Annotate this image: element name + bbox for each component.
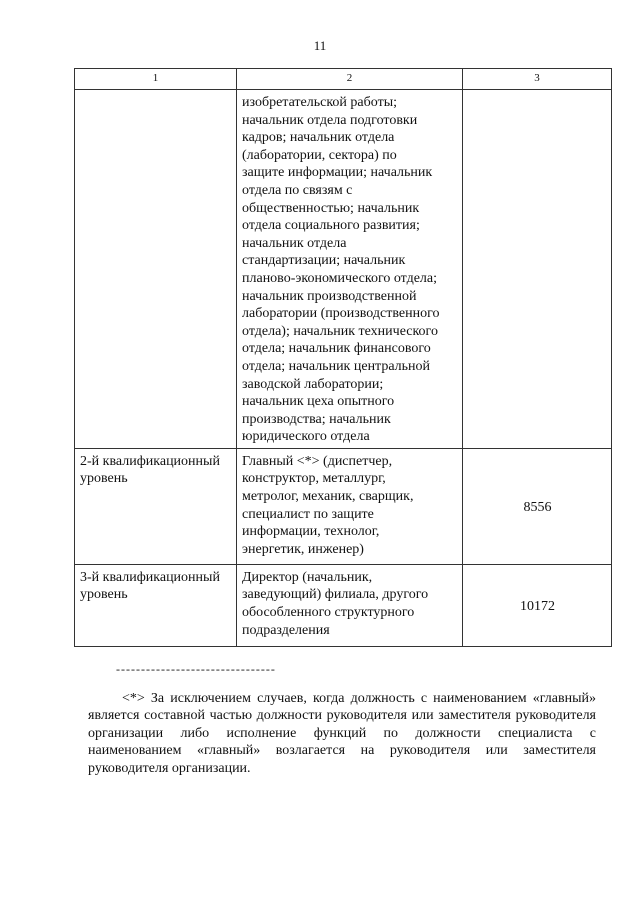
column-number-2: 2 [237,69,463,90]
salary-cell [463,90,612,449]
positions-text: Главный <*> (диспетчер, конструктор, металлург, метролог, механик, сварщик, специалист по защите информации, технолог, энергетик, инженер) [242,453,414,557]
footnote-text: <*> За исключением случаев, когда должность с наименованием «главный» является составной частью должности руководителя или заместителя руководителя организации либо исполнение функций по должности специалиста с наименованием «главный» возлагается на руководителя или заместителя руководителя организации. [88,691,596,776]
positions-text: изобретательской работы; начальник отдела подготовки кадров; начальник отдела (лаборатории, сектора) по защите информации; начальник отдела по связям с общественностью; начальник отдела социального развития; начальник отдела стандартизации; начальник планово-экономического отдела; начальник производственной лаборатории (производственного отдела); начальник технического отдела; начальник финансового отдела; начальник центральной заводской лаборатории; начальник цеха опытного производства; начальник юридического отдела [242,95,440,445]
column-number-3: 3 [463,69,612,90]
qualification-level-cell [75,90,237,449]
qualification-level-text: 2-й квалификационный уровень [80,453,220,487]
table-row [75,564,612,646]
positions-cell [237,90,463,449]
table-header-row [75,69,612,90]
salary-text: 10172 [520,598,555,614]
table-row [75,90,612,449]
table-row [75,448,612,564]
page-number: 11 [313,38,327,53]
salary-cell [463,564,612,646]
qualification-table [74,68,612,647]
positions-cell [237,448,463,564]
salary-text: 8556 [523,499,552,515]
qualification-level-cell [75,448,237,564]
qualification-level-text: 3-й квалификационный уровень [80,569,220,603]
column-number-1: 1 [75,69,237,90]
positions-cell [237,564,463,646]
qualification-level-cell [75,564,237,646]
footnote-separator: -------------------------------- [116,662,276,676]
positions-text: Директор (начальник, заведующий) филиала, другого обособленного структурного подразделения [242,569,429,638]
salary-cell [463,448,612,564]
